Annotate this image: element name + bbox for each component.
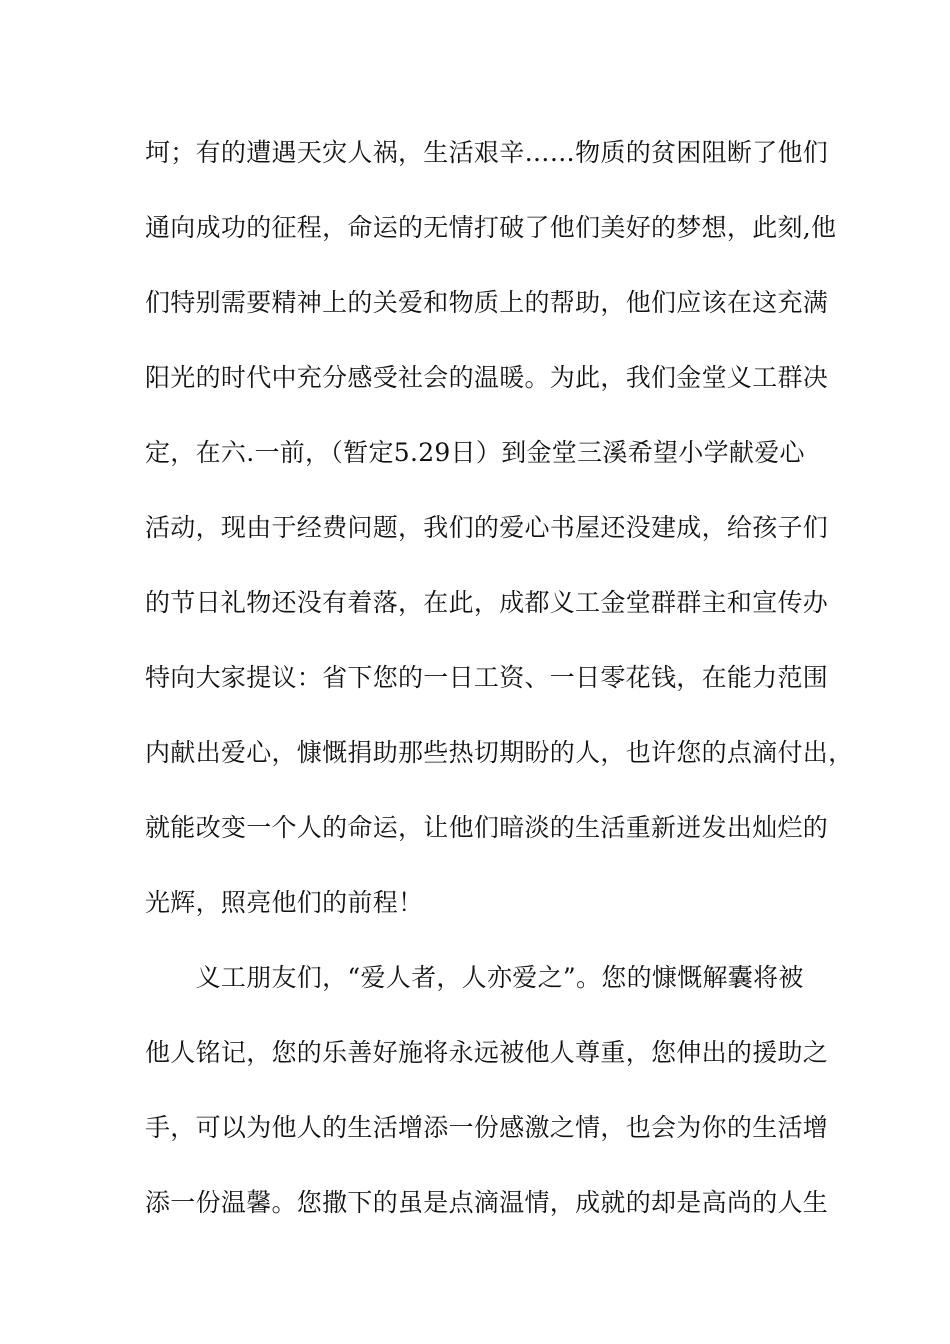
text-line: 就能改变一个人的命运，让他们暗淡的生活重新迸发出灿烂的 [145, 813, 829, 842]
text-line: 活动，现由于经费问题，我们的爱心书屋还没建成，给孩子们 [145, 513, 829, 542]
text-line: 内献出爱心，慷慨捐助那些热切期盼的人，也许您的点滴付出， [145, 738, 854, 767]
text-line: 光辉，照亮他们的前程！ [145, 888, 424, 917]
text-line: 特向大家提议：省下您的一日工资、一日零花钱，在能力范围 [145, 663, 829, 692]
text-line: 添一份温馨。您撒下的虽是点滴温情，成就的却是高尚的人生 [145, 1188, 829, 1217]
text-line: 们特别需要精神上的关爱和物质上的帮助，他们应该在这充满 [145, 288, 829, 317]
text-line: 定，在六.一前，（暂定5.29日）到金堂三溪希望小学献爱心 [145, 438, 805, 467]
paragraph-start-line: 义工朋友们，“爱人者，人亦爱之”。您的慷慨解囊将被 [145, 963, 804, 992]
body-text [145, 131, 854, 1256]
text-line: 通向成功的征程，命运的无情打破了他们美好的梦想，此刻,他 [145, 213, 837, 242]
text-line: 坷；有的遭遇天灾人祸，生活艰辛……物质的贫困阻断了他们 [145, 138, 829, 167]
text-line: 手，可以为他人的生活增添一份感激之情，也会为你的生活增 [145, 1113, 829, 1142]
text-line: 的节日礼物还没有着落，在此，成都义工金堂群群主和宣传办 [145, 588, 829, 617]
text-line: 阳光的时代中充分感受社会的温暖。为此，我们金堂义工群决 [145, 363, 829, 392]
text-line: 他人铭记，您的乐善好施将永远被他人尊重，您伸出的援助之 [145, 1038, 829, 1067]
